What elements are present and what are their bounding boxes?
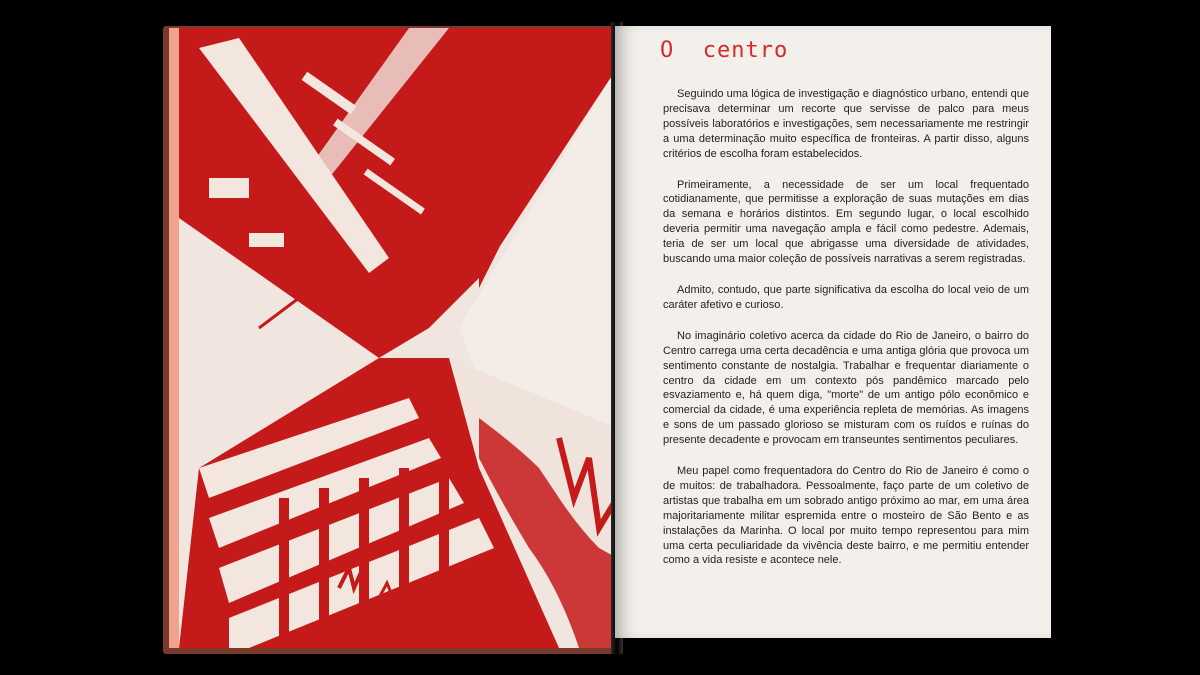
paragraph-2: Primeiramente, a necessidade de ser um local frequentado cotidianamente, que permitisse a exploração de suas mutações em dias da semana e horários distintos. Em segundo lugar, o local escolhido deveria permitir uma navegação ampla e fácil como pedestre. Ademais, teria de ser um local que abrigasse uma diversidade de atividades, buscando uma maior coleção de possíveis narrativas a serem registradas. <box>663 178 1029 266</box>
left-page <box>169 28 617 648</box>
paragraph-4: No imaginário coletivo acerca da cidade do Rio de Janeiro, o bairro do Centro carrega uma certa decadência e uma antiga glória que provoca um sentimento constante de nostalgia. Trabalhar e frequentar diariamente o centro da cidade em um contexto pós pandêmico marcado pelo esvaziamento e, há quem diga, "morte" de um antigo pólo econômico e comercial da cidade, é uma experiência repleta de memórias. As imagens e sons de um passado glorioso se misturam com os ruídos e ruínas do presente decadente e provocam em transeuntes sentimentos peculiares. <box>663 329 1029 447</box>
body-text <box>663 87 1029 584</box>
paragraph-1: Seguindo uma lógica de investigação e diagnóstico urbano, entendi que precisava determinar um recorte que servisse de palco para meus possíveis laboratórios e investigações, sem necessariamente me restringir a uma determinação muito específica de fronteiras. A partir disso, alguns critérios de escolha foram estabelecidos. <box>663 88 1029 160</box>
paragraph-5: Meu papel como frequentadora do Centro do Rio de Janeiro é como o de muitos: de trabalhadora. Pessoalmente, faço parte de um coletivo de artistas que trabalha em um sobrado antigo próximo ao mar, em uma área majoritariamente militar espremida entre o mosteiro de São Bento e as instalações da Marinha. O local por muito tempo representou para mim uma certa peculiaridade da vivência deste bairro, e me permitiu entender como a vida resiste e acontece nele. <box>663 465 1029 567</box>
paragraph-3: Admito, contudo, que parte significativa da escolha do local veio de um caráter afetivo e curioso. <box>663 283 1029 311</box>
red-street-photo <box>179 28 617 648</box>
right-page <box>615 26 1051 638</box>
page-title: O centro <box>660 38 789 63</box>
open-booklet <box>163 22 1055 654</box>
